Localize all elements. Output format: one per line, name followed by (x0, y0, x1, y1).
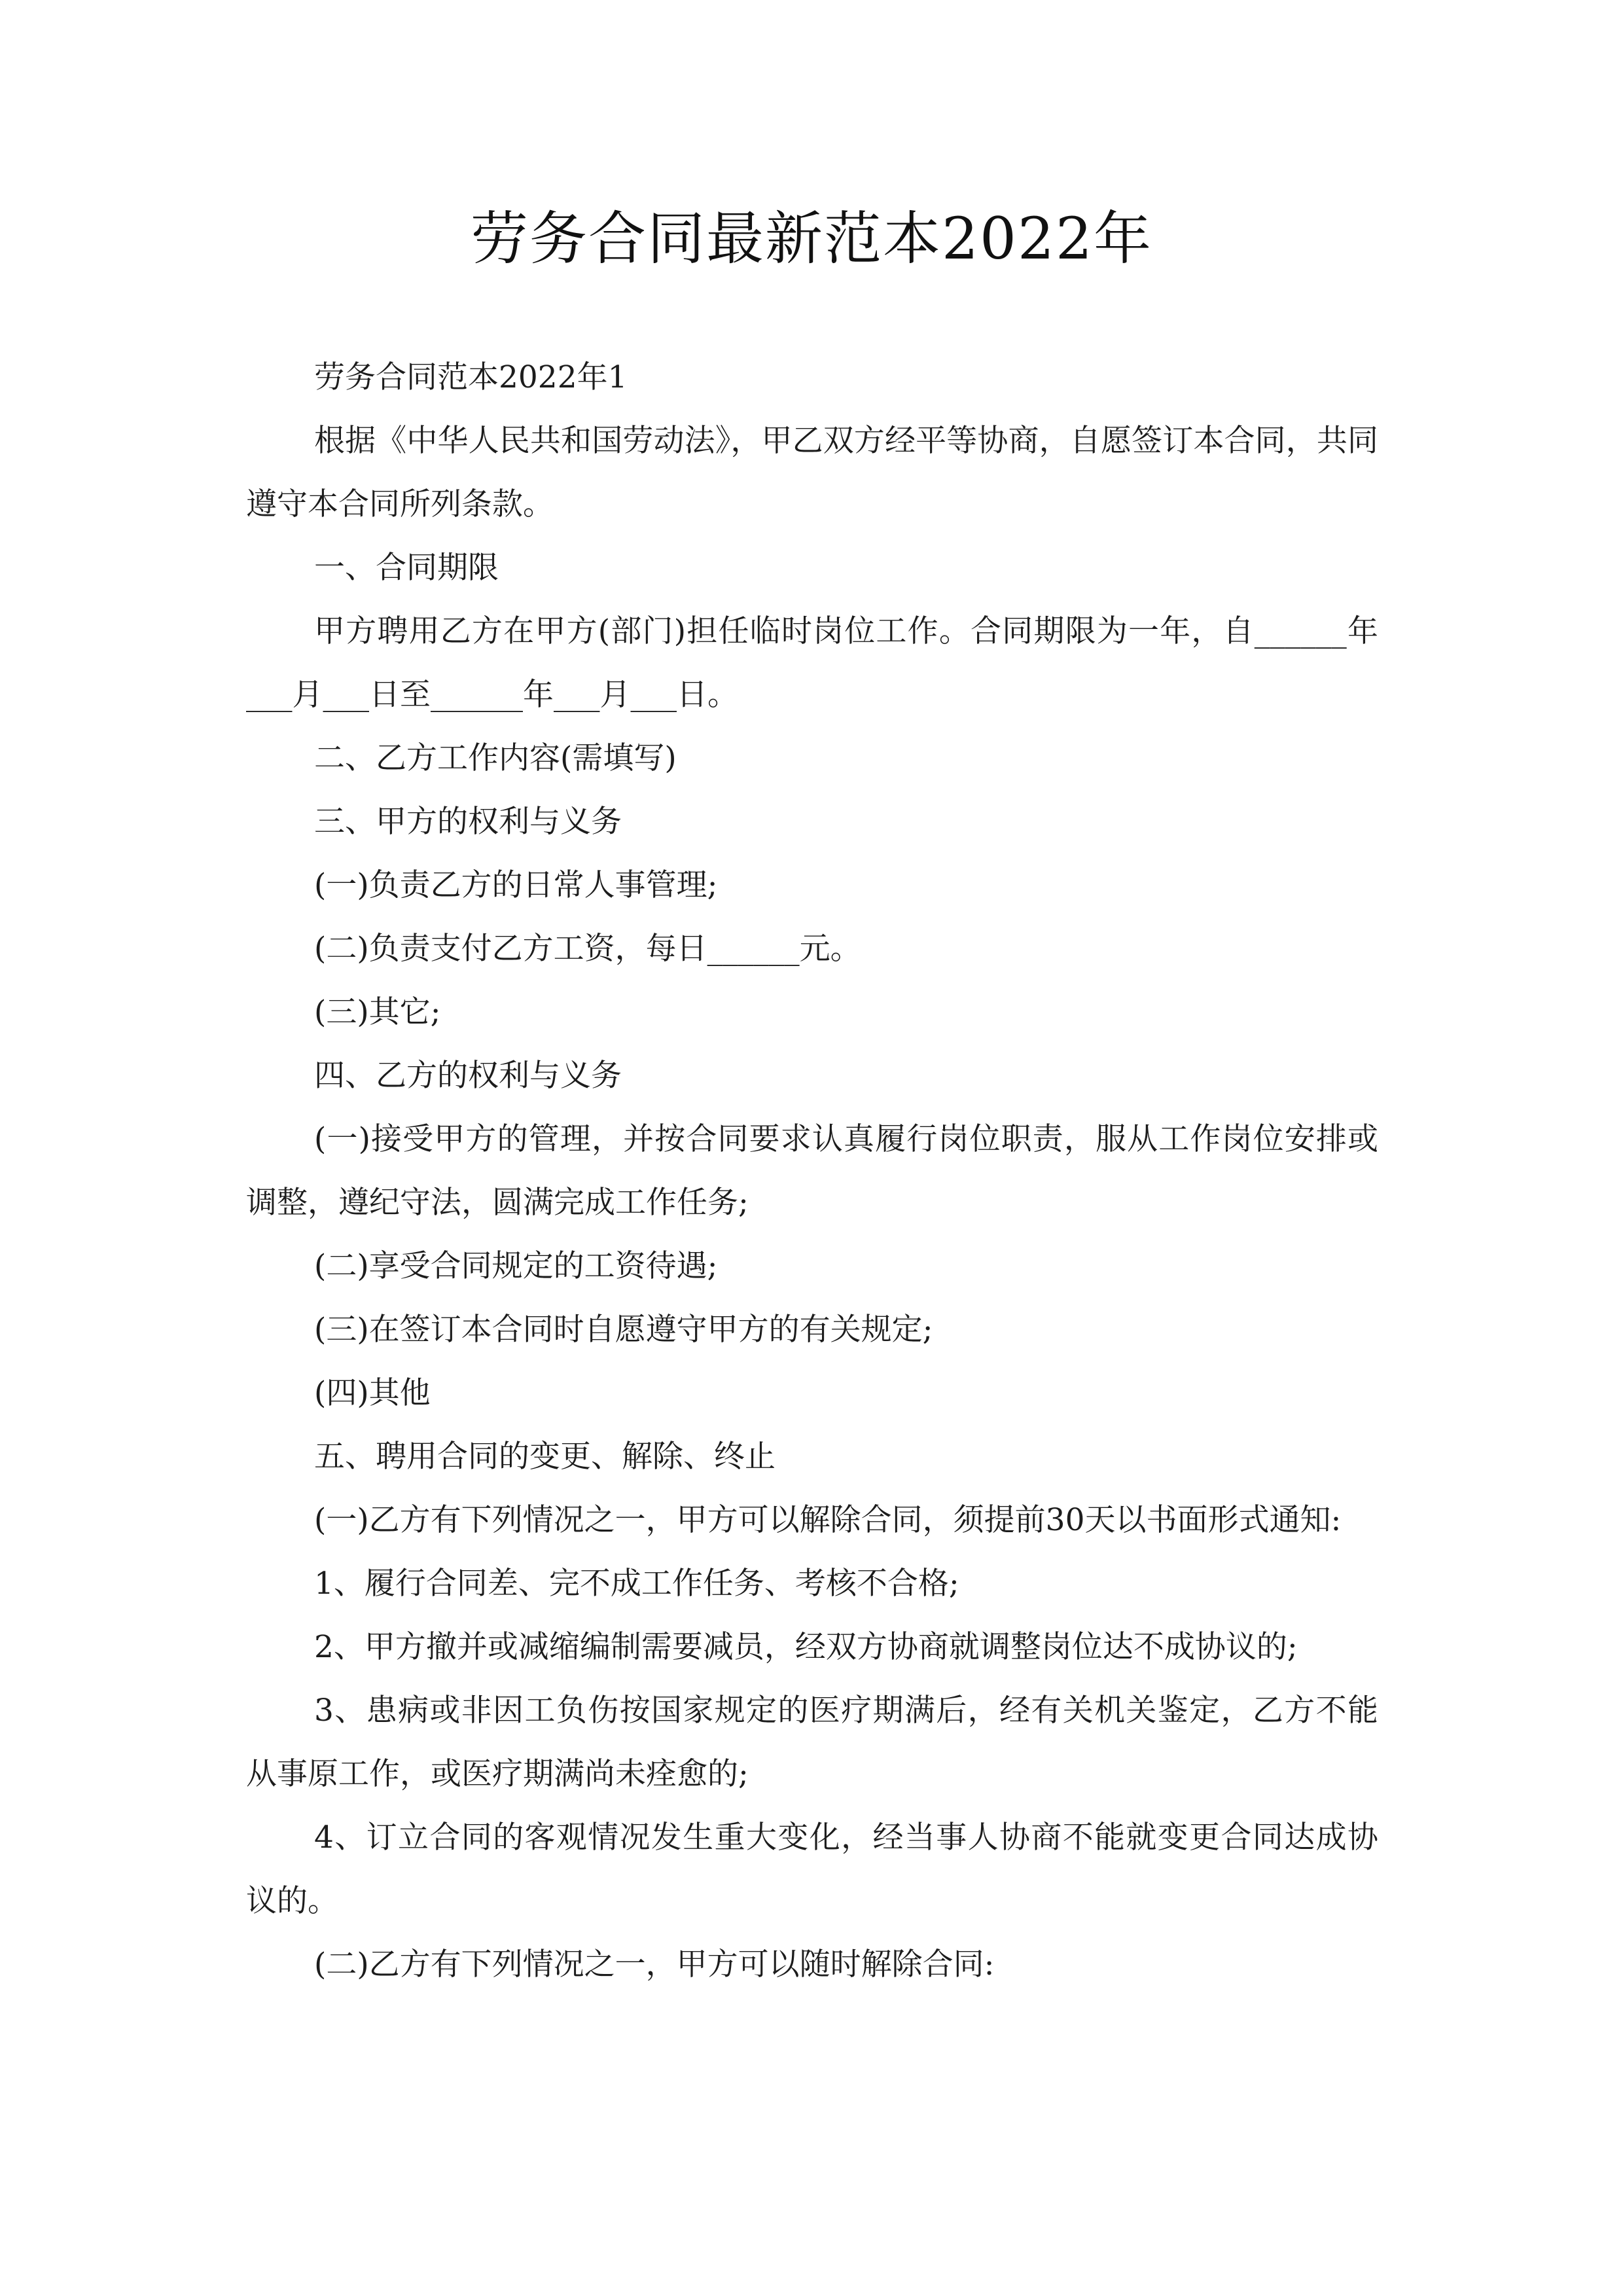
section-heading-party-b-rights: 四、乙方的权利与义务 (314, 1058, 622, 1094)
document-body (246, 346, 1378, 1996)
list-item-2: 2、甲方撤并或减缩编制需要减员，经双方协商就调整岗位达不成协议的; (314, 1629, 1298, 1665)
clause-termination-1: (一)乙方有下列情况之一，甲方可以解除合同，须提前30天以书面形式通知: (314, 1502, 1342, 1538)
paragraph-preamble: 根据《中华人民共和国劳动法》，甲乙双方经平等协商，自愿签订本合同，共同遵守本合同所列条款。 (246, 423, 1378, 522)
clause-a-3: (三)其它; (314, 994, 441, 1030)
section-heading-party-a-rights: 三、甲方的权利与义务 (314, 804, 622, 840)
list-item-1: 1、履行合同差、完不成工作任务、考核不合格; (314, 1566, 959, 1602)
clause-b-1: (一)接受甲方的管理，并按合同要求认真履行岗位职责，服从工作岗位安排或调整，遵纪守法，圆满完成工作任务; (246, 1121, 1378, 1221)
section-heading-termination: 五、聘用合同的变更、解除、终止 (314, 1439, 776, 1475)
list-item-4: 4、订立合同的客观情况发生重大变化，经当事人协商不能就变更合同达成协议的。 (246, 1820, 1378, 1919)
section-heading-work-content: 二、乙方工作内容(需填写) (314, 740, 677, 776)
clause-a-2: (二)负责支付乙方工资，每日______元。 (314, 931, 861, 967)
clause-b-2: (二)享受合同规定的工资待遇; (314, 1248, 718, 1284)
list-item-3: 3、患病或非因工负伤按国家规定的医疗期满后，经有关机关鉴定，乙方不能从事原工作，或医疗期满尚未痊愈的; (246, 1693, 1378, 1792)
clause-b-4: (四)其他 (314, 1375, 431, 1411)
section-heading-term: 一、合同期限 (314, 550, 499, 586)
clause-a-1: (一)负责乙方的日常人事管理; (314, 867, 718, 903)
clause-termination-2: (二)乙方有下列情况之一，甲方可以随时解除合同: (314, 1946, 995, 1982)
paragraph-term: 甲方聘用乙方在甲方(部门)担任临时岗位工作。合同期限为一年，自______年___月___日至______年___月___日。 (246, 613, 1378, 713)
document-title: 劳务合同最新范本2022年 (471, 205, 1152, 272)
clause-b-3: (三)在签订本合同时自愿遵守甲方的有关规定; (314, 1312, 933, 1348)
paragraph-heading-template: 劳务合同范本2022年1 (314, 359, 628, 395)
